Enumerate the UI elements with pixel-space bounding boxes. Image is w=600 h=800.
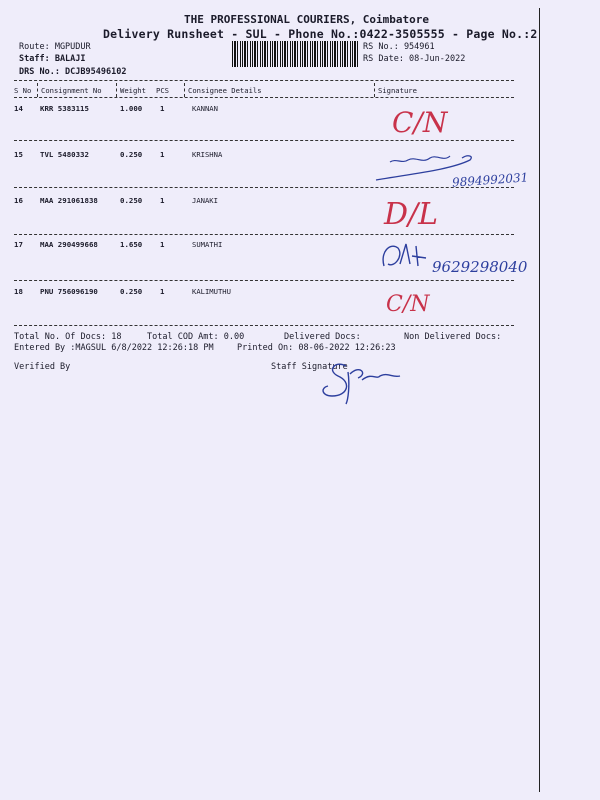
staff-label: Staff: BALAJI bbox=[19, 54, 86, 64]
divider bbox=[14, 280, 514, 281]
row-pcs: 1 bbox=[160, 287, 165, 296]
row-consignment: PNU 756096190 bbox=[40, 287, 98, 296]
row-consignment: KRR 5383115 bbox=[40, 104, 89, 113]
total-docs: Total No. Of Docs: 18 bbox=[14, 332, 122, 342]
signature-text: C/N bbox=[386, 292, 430, 317]
row-consignee: SUMATHI bbox=[192, 240, 223, 249]
row-weight: 0.250 bbox=[120, 287, 143, 296]
col-consignee: Consignee Details bbox=[188, 86, 262, 95]
rs-number: RS No.: 954961 bbox=[363, 42, 435, 52]
col-consignment: Consignment No bbox=[41, 86, 102, 95]
divider bbox=[14, 97, 514, 98]
row-pcs: 1 bbox=[160, 196, 165, 205]
non-delivered-docs: Non Delivered Docs: bbox=[404, 332, 502, 342]
row-consignment: TVL 5480332 bbox=[40, 150, 89, 159]
signature-text: C/N bbox=[392, 106, 448, 139]
total-cod: Total COD Amt: 0.00 bbox=[147, 332, 245, 342]
row-sno: 14 bbox=[14, 104, 23, 113]
row-sno: 17 bbox=[14, 240, 23, 249]
signature-text: 9629298040 bbox=[432, 258, 528, 276]
row-consignee: KRISHNA bbox=[192, 150, 223, 159]
row-pcs: 1 bbox=[160, 150, 165, 159]
row-consignee: KANNAN bbox=[192, 104, 218, 113]
company-name: THE PROFESSIONAL COURIERS, Coimbatore bbox=[184, 13, 430, 26]
col-sno: S No bbox=[14, 86, 32, 95]
signature-image bbox=[382, 283, 482, 319]
signature-image bbox=[380, 100, 500, 140]
route-label: Route: MGPUDUR bbox=[19, 42, 91, 52]
signature-image bbox=[370, 140, 540, 188]
barcode bbox=[232, 41, 359, 67]
row-sno: 16 bbox=[14, 196, 23, 205]
verified-by: Verified By bbox=[14, 362, 71, 372]
col-signature: Signature bbox=[378, 86, 417, 95]
printed-on: Printed On: 08-06-2022 12:26:23 bbox=[237, 343, 396, 353]
col-separator bbox=[374, 83, 375, 97]
signature-image bbox=[376, 234, 540, 280]
delivered-docs: Delivered Docs: bbox=[284, 332, 361, 342]
signature-text: D/L bbox=[384, 197, 439, 232]
divider bbox=[14, 325, 514, 326]
row-weight: 1.650 bbox=[120, 240, 143, 249]
row-consignment: MAA 290499668 bbox=[40, 240, 98, 249]
signature-image bbox=[380, 190, 490, 234]
staff-signature-image bbox=[318, 356, 408, 406]
row-consignee: KALIMUTHU bbox=[192, 287, 231, 296]
col-separator bbox=[116, 83, 117, 97]
staff-signature-label: Staff Signature bbox=[271, 362, 348, 372]
row-pcs: 1 bbox=[160, 104, 165, 113]
row-weight: 0.250 bbox=[120, 196, 143, 205]
rs-date: RS Date: 08-Jun-2022 bbox=[363, 54, 466, 64]
row-sno: 15 bbox=[14, 150, 23, 159]
col-separator bbox=[184, 83, 185, 97]
entered-by: Entered By :MAGSUL 6/8/2022 12:26:18 PM bbox=[14, 343, 214, 353]
col-separator bbox=[37, 83, 38, 97]
row-consignee: JANAKI bbox=[192, 196, 218, 205]
signature-text: 9894992031 bbox=[451, 170, 529, 190]
row-weight: 0.250 bbox=[120, 150, 143, 159]
drs-number: DRS No.: DCJB95496102 bbox=[19, 67, 127, 77]
row-consignment: MAA 291061838 bbox=[40, 196, 98, 205]
row-weight: 1.000 bbox=[120, 104, 143, 113]
row-sno: 18 bbox=[14, 287, 23, 296]
divider bbox=[14, 187, 514, 188]
col-pcs: PCS bbox=[156, 86, 169, 95]
divider bbox=[14, 80, 514, 81]
col-weight: Weight bbox=[120, 86, 146, 95]
runsheet-title: Delivery Runsheet - SUL - Phone No.:0422-3505555 - Page No.:2 bbox=[103, 27, 538, 41]
margin-line bbox=[539, 8, 540, 792]
row-pcs: 1 bbox=[160, 240, 165, 249]
